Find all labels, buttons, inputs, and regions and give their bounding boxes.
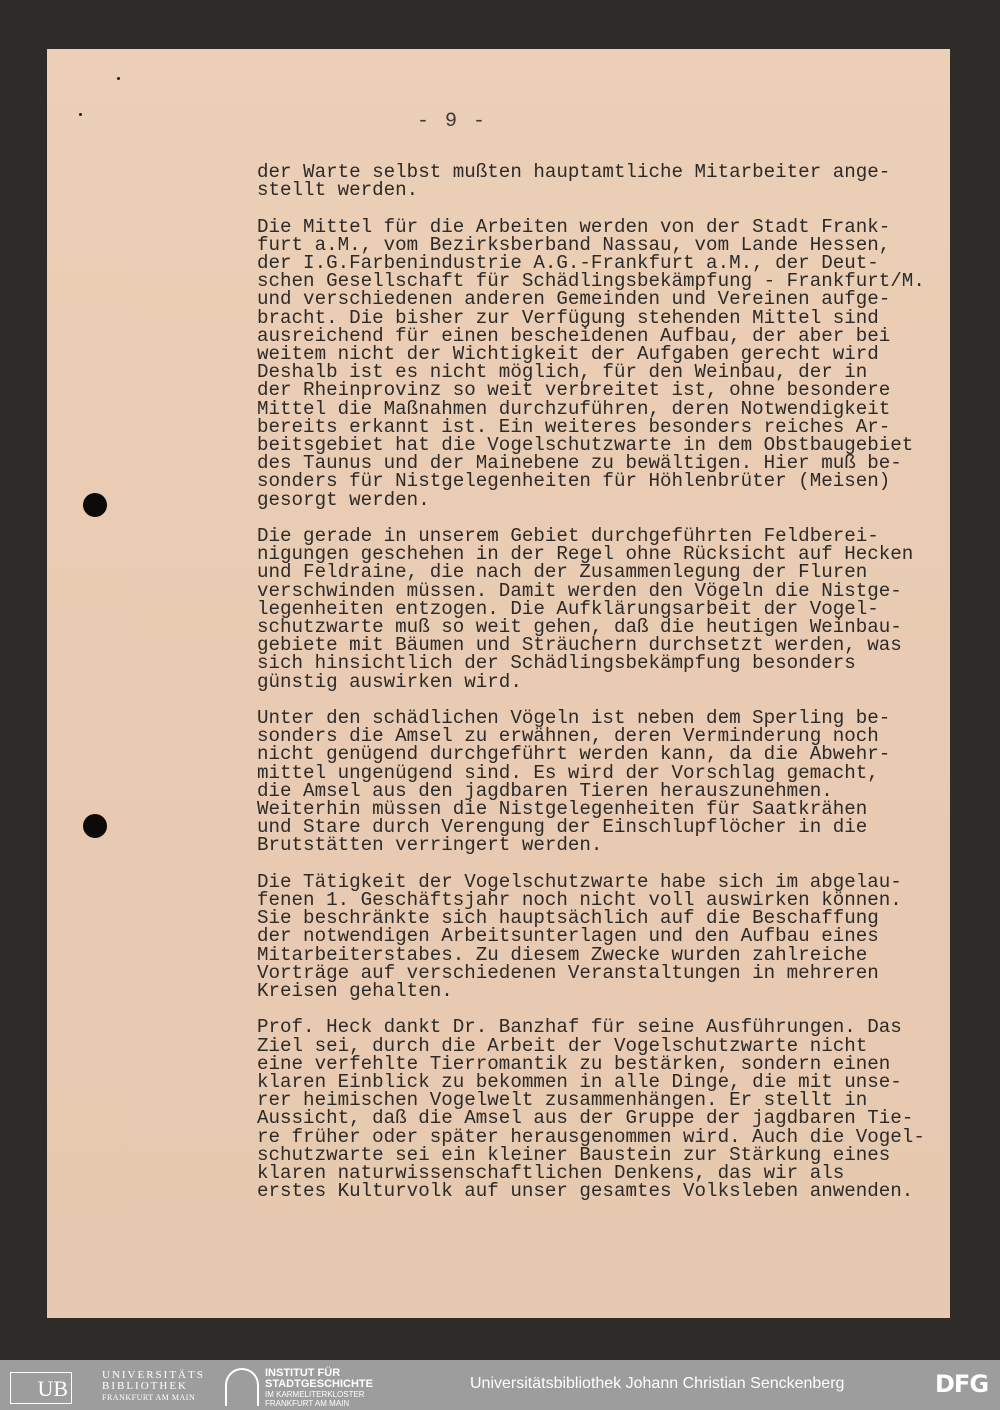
text-line: Sie beschränkte sich hauptsächlich auf die Beschaffung — [257, 907, 879, 930]
text-line: bracht. Die bisher zur Verfügung stehenden Mittel sind — [257, 306, 879, 329]
library-name-link[interactable]: Universitätsbibliothek Johann Christian Senckenberg — [470, 1375, 845, 1392]
text-line: sich hinsichtlich der Schädlingsbekämpfung besonders — [257, 652, 856, 675]
paragraph — [257, 215, 925, 511]
text-line: der Rheinprovinz so weit verbreitet ist, ohne besondere — [257, 379, 891, 402]
text-line: mittel ungenügend sind. Es wird der Vorschlag gemacht, — [257, 761, 879, 784]
text-line: Unter den schädlichen Vögeln ist neben dem Sperling be- — [257, 707, 891, 730]
ink-speck — [79, 113, 82, 116]
page-number: - 9 - — [417, 110, 488, 133]
dfg-logo[interactable]: DFG — [935, 1370, 989, 1398]
text-line: furt a.M., vom Bezirksberband Nassau, vom Lande Hessen, — [257, 233, 891, 256]
paragraph — [257, 1016, 925, 1203]
punch-hole — [83, 814, 107, 838]
text-line: verschwinden müssen. Damit werden den Vögeln die Nistge- — [257, 579, 902, 602]
text-line: sonders für Nistgelegenheiten für Höhlenbrüter (Meisen) — [257, 470, 891, 493]
text-line: der Warte selbst mußten hauptamtliche Mitarbeiter ange- — [257, 161, 891, 183]
text-line: Weiterhin müssen die Nistgelegenheiten für Saatkrähen — [257, 798, 868, 821]
text-line: Kreisen gehalten. — [257, 980, 453, 1003]
ub-logo-line: BIBLIOTHEK — [102, 1380, 188, 1392]
text-line: eine verfehlte Tierromantik zu bestärken, sondern einen — [257, 1052, 891, 1075]
text-line: und Feldraine, die nach der Zusammenlegung der Fluren — [257, 561, 868, 584]
text-line: der notwendigen Arbeitsunterlagen und den Aufbau eines — [257, 925, 879, 948]
text-line: schutzwarte muß so weit gehen, daß die heutigen Weinbau- — [257, 616, 902, 639]
text-line: klaren naturwissenschaftlichen Denkens, das wir als — [257, 1162, 845, 1185]
text-line: legenheiten entzogen. Die Aufklärungsarbeit der Vogel- — [257, 597, 879, 620]
text-line: schen Gesellschaft für Schädlingsbekämpfung - Frankfurt/M. — [257, 270, 925, 293]
text-line: Prof. Heck dankt Dr. Banzhaf für seine Ausführungen. Das — [257, 1016, 902, 1039]
text-line: ausreichend für einen bescheidenen Aufbau, der aber bei — [257, 324, 891, 347]
text-line: klaren Einblick zu bekommen in alle Dinge, die mit unse- — [257, 1071, 902, 1094]
text-line: erstes Kulturvolk auf unser gesamtes Volksleben anwenden. — [257, 1180, 914, 1203]
paragraph — [257, 161, 917, 202]
isg-logo[interactable] — [225, 1366, 405, 1406]
text-line: nigungen geschehen in der Regel ohne Rücksicht auf Hecken — [257, 543, 914, 566]
text-line: gesorgt werden. — [257, 488, 430, 511]
text-line: Deshalb ist es nicht möglich, für den Weinbau, der in — [257, 361, 868, 384]
text-line: nicht genügend durchgeführt werden kann, da die Abwehr- — [257, 743, 891, 766]
isg-logo-line: INSTITUT FÜR — [265, 1367, 341, 1379]
ub-logo-mark: UB — [10, 1372, 72, 1404]
paragraph — [257, 709, 917, 855]
text-line: Die Mittel für die Arbeiten werden von der Stadt Frank- — [257, 215, 891, 238]
ink-speck — [117, 77, 120, 80]
text-line: Aussicht, daß die Amsel aus der Gruppe der jagdbaren Tie- — [257, 1107, 914, 1130]
text-line: Ziel sei, durch die Arbeit der Vogelschutzwarte nicht — [257, 1034, 868, 1057]
text-line: Mittel die Maßnahmen durchzuführen, deren Notwendigkeit — [257, 397, 891, 420]
text-line: rer heimischen Vogelwelt zusammenhängen. Er stellt in — [257, 1089, 868, 1112]
text-line: bereits erkannt ist. Ein weiteres besonders reiches Ar- — [257, 415, 891, 438]
ub-logo[interactable] — [10, 1366, 215, 1404]
isg-logo-line: FRANKFURT AM MAIN — [265, 1399, 350, 1408]
text-line: und verschiedenen anderen Gemeinden und Vereinen aufge- — [257, 288, 891, 311]
text-line: Vorträge auf verschiedenen Veranstaltungen in mehreren — [257, 961, 879, 984]
text-line: günstig auswirken wird. — [257, 670, 522, 693]
ub-logo-line: FRANKFURT AM MAIN — [102, 1393, 196, 1402]
text-line: der I.G.Farbenindustrie A.G.-Frankfurt a.M., der Deut- — [257, 252, 879, 274]
text-line: Die Tätigkeit der Vogelschutzwarte habe sich im abgelau- — [257, 870, 902, 893]
ub-logo-line: UNIVERSITÄTS — [102, 1369, 205, 1381]
text-line: fenen 1. Geschäftsjahr noch nicht voll auswirken können. — [257, 889, 902, 912]
text-line: Die gerade in unserem Gebiet durchgeführten Feldberei- — [257, 525, 879, 548]
text-line: beitsgebiet hat die Vogelschutzwarte in dem Obstbaugebiet — [257, 434, 914, 457]
isg-logo-line: STADTGESCHICHTE — [265, 1378, 373, 1390]
text-line: sonders die Amsel zu erwähnen, deren Verminderung noch — [257, 725, 879, 748]
footer-bar — [0, 1360, 1000, 1410]
text-line: re früher oder später herausgenommen wird. Auch die Vogel- — [257, 1125, 925, 1148]
text-line: und Stare durch Verengung der Einschlupflöcher in die — [257, 816, 868, 839]
text-line: die Amsel aus den jagdbaren Tieren herauszunehmen. — [257, 779, 833, 802]
text-line: stellt werden. — [257, 179, 419, 202]
text-line: Brutstätten verringert werden. — [257, 834, 603, 857]
text-line: des Taunus und der Mainebene zu bewältigen. Hier muß be- — [257, 452, 902, 475]
isg-logo-line: IM KARMELITERKLOSTER — [265, 1390, 365, 1399]
arch-icon — [225, 1368, 259, 1406]
document-body — [257, 161, 925, 1219]
paragraph — [257, 527, 917, 691]
paragraph — [257, 870, 917, 1003]
punch-hole — [83, 493, 107, 517]
text-line: schutzwarte sei ein kleiner Baustein zur Stärkung eines — [257, 1143, 891, 1166]
text-line: gebiete mit Bäumen und Sträuchern durchsetzt werden, was — [257, 634, 902, 657]
text-line: Mitarbeiterstabes. Zu diesem Zwecke wurden zahlreiche — [257, 943, 868, 966]
text-line: weitem nicht der Wichtigkeit der Aufgaben gerecht wird — [257, 343, 879, 366]
